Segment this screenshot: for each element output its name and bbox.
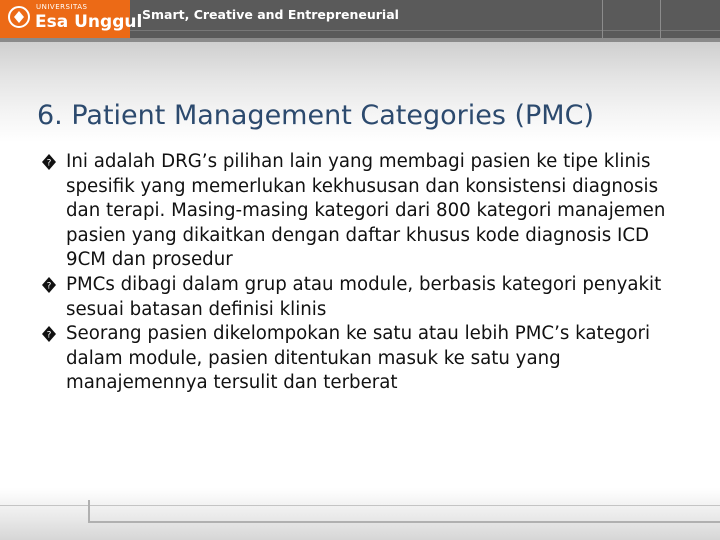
svg-text:?: ? (46, 281, 52, 292)
svg-text:?: ? (46, 330, 52, 341)
slide-title: 6. Patient Management Categories (PMC) (37, 100, 594, 131)
footer-divider (88, 500, 90, 522)
university-logo (0, 0, 143, 38)
footer-divider (0, 505, 720, 506)
header-divider (602, 0, 603, 38)
bullet-text: PMCs dibagi dalam grup atau module, berbasis kategori penyakit sesuai batasan definisi klinis (66, 273, 662, 320)
logo-subtext: UNIVERSITAS (36, 3, 88, 11)
footer-divider (88, 521, 720, 523)
bullet-glyph-icon (42, 154, 56, 170)
bullet-item (42, 322, 682, 396)
bullet-text: Ini adalah DRG’s pilihan lain yang membagi pasien ke tipe klinis spesifik yang memerlukan kekhususan dan konsistensi diagnosis dan terapi. Masing-masing kategori dari 800 kategori manajemen pasien yang dikaitkan dengan daftar khusus kode diagnosis ICD 9CM dan prosedur (66, 151, 666, 271)
svg-text:?: ? (46, 158, 52, 169)
bullet-text: Seorang pasien dikelompokan ke satu atau lebih PMC’s kategori dalam module, pasien ditentukan masuk ke satu yang manajemennya tersulit dan terberat (66, 323, 651, 394)
bullet-glyph-icon (42, 277, 56, 293)
header-divider (660, 0, 661, 38)
bullet-item (42, 150, 682, 273)
bullet-item (42, 273, 682, 322)
logo-text: Esa Unggul (35, 12, 143, 32)
logo-emblem-icon (8, 6, 30, 28)
bullet-glyph-icon (42, 326, 56, 342)
header-tagline: Smart, Creative and Entrepreneurial (142, 7, 399, 22)
footer-band (0, 488, 720, 540)
bullet-list (42, 150, 682, 396)
